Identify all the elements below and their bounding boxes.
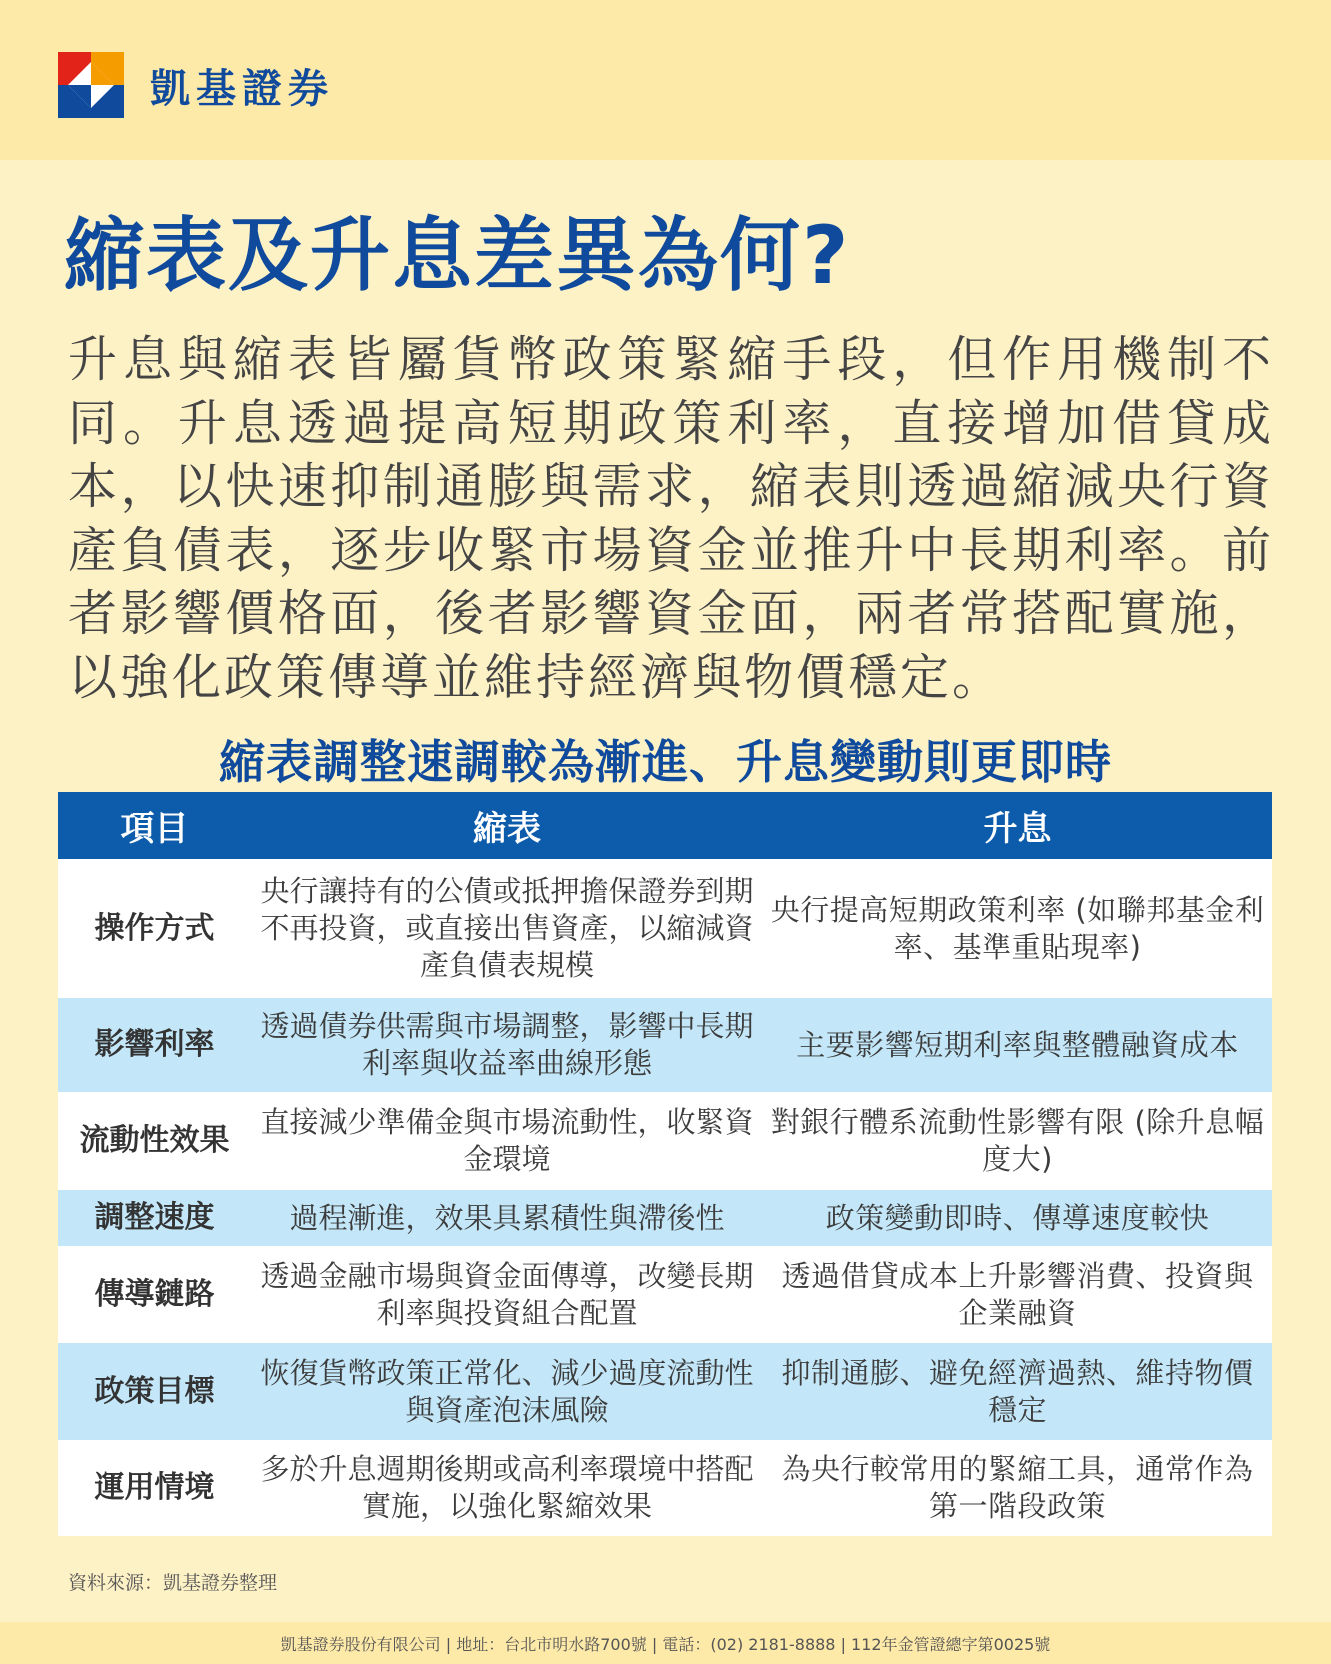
brand — [58, 52, 334, 118]
footer — [0, 1622, 1331, 1664]
hike-cell: 透過借貸成本上升影響消費、投資與企業融資 — [781, 1258, 1254, 1330]
row-label: 政策目標 — [94, 1373, 215, 1409]
row-label: 傳導鏈路 — [94, 1276, 215, 1312]
hike-cell: 為央行較常用的緊縮工具，通常作為第一階段政策 — [781, 1452, 1254, 1523]
hike-cell: 對銀行體系流動性影響有限 (除升息幅度大) — [770, 1105, 1265, 1176]
qt-cell: 央行讓持有的公債或抵押擔保證券到期不再投資，或直接出售資產，以縮減資產負債表規模 — [260, 874, 754, 982]
qt-cell: 多於升息週期後期或高利率環境中搭配實施，以強化緊縮效果 — [260, 1452, 754, 1523]
table-row — [58, 1246, 1272, 1343]
table-row — [58, 1190, 1272, 1246]
qt-cell: 恢復貨幣政策正常化、減少過度流動性與資產泡沫風險 — [260, 1355, 754, 1427]
row-label: 操作方式 — [94, 910, 215, 946]
header-item: 項目 — [120, 809, 189, 849]
page-title: 縮表及升息差異為何? — [64, 209, 851, 302]
source-note: 資料來源：凱基證券整理 — [68, 1572, 278, 1594]
table-row — [58, 1440, 1272, 1536]
comparison-table — [58, 792, 1272, 1536]
table-title: 縮表調整速調較為漸進、升息變動則更即時 — [219, 735, 1112, 789]
hike-cell: 主要影響短期利率與整體融資成本 — [796, 1027, 1239, 1062]
qt-cell: 透過債券供需與市場調整，影響中長期利率與收益率曲線形態 — [260, 1009, 754, 1080]
header-qt: 縮表 — [473, 809, 541, 849]
hike-cell: 央行提高短期政策利率 (如聯邦基金利率、基準重貼現率) — [770, 892, 1265, 964]
header-hike: 升息 — [983, 809, 1052, 849]
qt-cell: 過程漸進，效果具累積性與滯後性 — [289, 1200, 725, 1235]
footer-text: 凱基證券股份有限公司 | 地址：台北市明水路700號 | 電話：(02) 2181-8888 | 112年金管證總字第0025號 — [280, 1634, 1051, 1654]
qt-cell: 透過金融市場與資金面傳導，改變長期利率與投資組合配置 — [260, 1258, 754, 1330]
table-row — [58, 1092, 1272, 1190]
row-label: 影響利率 — [94, 1027, 215, 1062]
row-label: 流動性效果 — [79, 1123, 230, 1158]
hike-cell: 政策變動即時、傳導速度較快 — [825, 1200, 1210, 1235]
hike-cell: 抑制通膨、避免經濟過熱、維持物價穩定 — [781, 1355, 1254, 1427]
table-header-row — [58, 792, 1272, 859]
table-row — [58, 859, 1272, 998]
kgi-logo-icon — [58, 52, 124, 118]
table-row — [58, 1343, 1272, 1440]
brand-name: 凱基證券 — [150, 65, 334, 112]
table-row — [58, 998, 1272, 1092]
row-label: 運用情境 — [94, 1470, 215, 1505]
qt-cell: 直接減少準備金與市場流動性，收緊資金環境 — [260, 1105, 754, 1176]
intro-paragraph: 升息與縮表皆屬貨幣政策緊縮手段，但作用機制不同。升息透過提高短期政策利率，直接增加借貸成本，以快速抑制通膨與需求，縮表則透過縮減央行資產負債表，逐步收緊市場資金並推升中長期利率。前者影響價格面，後者影響資金面，兩者常搭配實施，以強化政策傳導並維持經濟與物價穩定。 — [68, 331, 1274, 706]
row-label: 調整速度 — [94, 1200, 215, 1235]
